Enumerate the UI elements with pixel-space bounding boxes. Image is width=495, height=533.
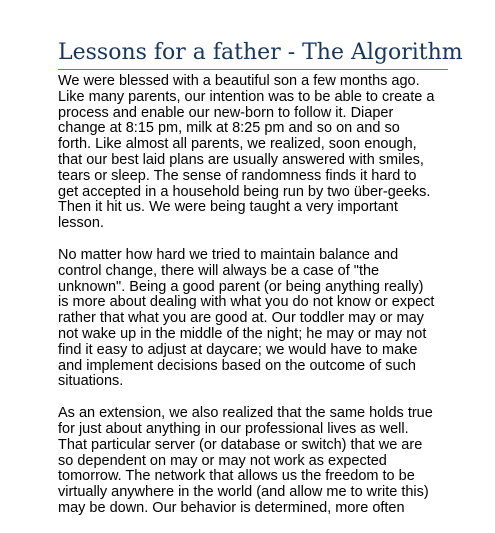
text-line: change at 8:15 pm, milk at 8:25 pm and so on and so <box>58 120 400 137</box>
document-title: Lessons for a father - The Algorithm <box>58 40 463 65</box>
text-line: No matter how hard we tried to maintain balance and <box>58 246 399 263</box>
text-line: tomorrow. The network that allows us the freedom to be <box>58 468 415 485</box>
paragraph-2 <box>58 248 438 390</box>
text-line: that our best laid plans are usually answered with smiles, <box>58 151 424 168</box>
text-line: may be down. Our behavior is determined, more often <box>58 499 405 516</box>
text-line: is more about dealing with what you do not know or expect <box>58 294 435 311</box>
text-line: virtually anywhere in the world (and allow me to write this) <box>58 484 429 501</box>
text-line: get accepted in a household being run by two über-geeks. <box>58 183 431 200</box>
paragraph-3 <box>58 406 438 517</box>
title-underline <box>58 69 448 70</box>
text-line: unknown". Being a good parent (or being anything really) <box>58 278 424 295</box>
text-line: so dependent on may or may not work as expected <box>58 452 387 469</box>
text-line: process and enable our new-born to follow it. Diaper <box>58 104 394 121</box>
document-body <box>58 74 438 533</box>
text-line: Then it hit us. We were being taught a very important <box>58 199 398 216</box>
text-line: Like many parents, our intention was to be able to create a <box>58 88 435 105</box>
text-line: As an extension, we also realized that the same holds true <box>58 405 433 422</box>
text-line: We were blessed with a beautiful son a few months ago. <box>58 73 420 89</box>
text-line: control change, there will always be a case of "the <box>58 262 380 279</box>
text-line: lesson. <box>58 215 104 232</box>
text-line: forth. Like almost all parents, we realized, soon enough, <box>58 136 417 153</box>
text-line: not wake up in the middle of the night; he may or may not <box>58 325 427 342</box>
text-line: That particular server (or database or switch) that we are <box>58 436 423 453</box>
paragraph-1 <box>58 74 438 232</box>
text-line: situations. <box>58 373 124 390</box>
text-line: tears or sleep. The sense of randomness finds it hard to <box>58 167 417 184</box>
text-line: for just about anything in our professional lives as well. <box>58 420 409 437</box>
text-line: find it easy to adjust at daycare; we would have to make <box>58 341 418 358</box>
text-line: rather that what you are good at. Our toddler may or may <box>58 310 424 327</box>
text-line: and implement decisions based on the outcome of such <box>58 357 416 374</box>
